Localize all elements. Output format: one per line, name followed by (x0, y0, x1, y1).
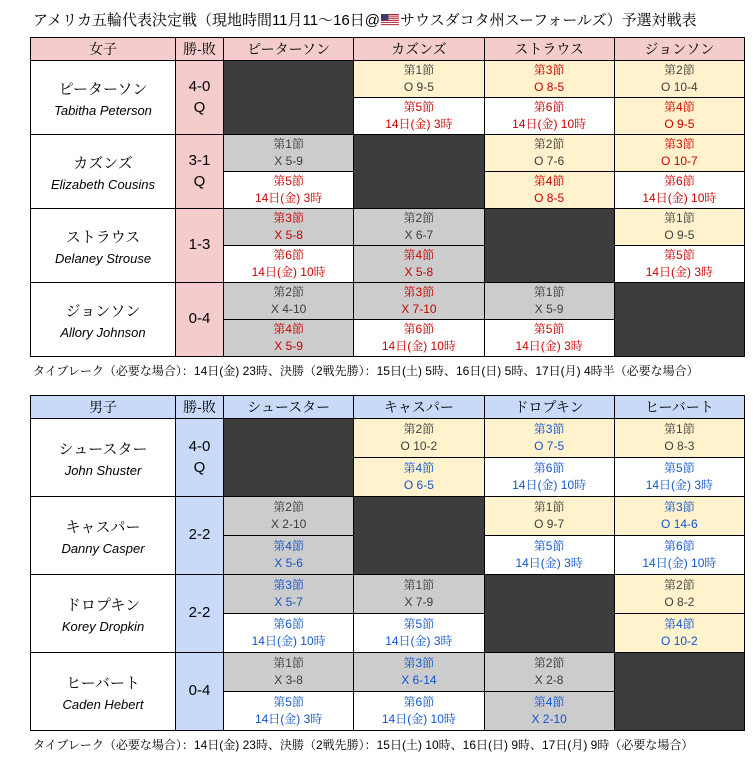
game-session: 第5節 (273, 174, 304, 189)
opponent-header: ピーターソン (224, 38, 354, 61)
game-cell (614, 172, 744, 209)
player-name-ja: カズンズ (73, 154, 133, 172)
game-session: 第3節 (273, 211, 304, 226)
game-result: 14日(金) 10時 (381, 712, 456, 726)
record-value: 2-2 (188, 526, 211, 544)
game-session: 第2節 (273, 500, 304, 515)
game-cell (354, 653, 484, 692)
game-result: O 9-5 (664, 228, 695, 242)
game-result: 14日(金) 3時 (254, 191, 323, 205)
record-value: 2-2 (188, 604, 211, 622)
game-result: X 7-10 (401, 302, 437, 316)
record-cell (176, 135, 224, 209)
game-session: 第6節 (664, 539, 695, 554)
game-result: 14日(金) 3時 (254, 712, 323, 726)
opponent-header: ドロプキン (484, 396, 614, 419)
game-session: 第2節 (273, 285, 304, 300)
game-cell (484, 692, 614, 731)
game-cell (224, 172, 354, 209)
game-result: X 5-9 (274, 339, 303, 353)
opponent-header: カズンズ (354, 38, 484, 61)
game-result: X 5-8 (274, 228, 303, 242)
player-cell (31, 209, 176, 283)
game-cell (484, 419, 614, 458)
game-cell (354, 458, 484, 497)
game-cell (354, 283, 484, 320)
game-session: 第2節 (533, 656, 565, 671)
game-cell (354, 575, 484, 614)
game-session: 第1節 (273, 137, 304, 152)
game-cell (354, 320, 484, 357)
record-value: 4-0 (188, 438, 211, 456)
game-cell (354, 61, 484, 98)
player-name-ja: キャスパー (65, 518, 141, 536)
record-cell (176, 283, 224, 357)
game-result: X 6-14 (401, 673, 437, 687)
game-cell (614, 98, 744, 135)
game-result: O 10-2 (661, 634, 698, 648)
game-cell (614, 209, 744, 246)
game-cell (224, 246, 354, 283)
game-cell (614, 61, 744, 98)
player-name-en: Tabitha Peterson (54, 102, 152, 118)
game-result: O 10-7 (661, 154, 698, 168)
game-session: 第1節 (533, 285, 565, 300)
game-cell (224, 497, 354, 536)
game-session: 第1節 (273, 656, 304, 671)
game-result: O 8-3 (664, 439, 695, 453)
game-result: X 2-10 (531, 712, 567, 726)
game-cell (224, 320, 354, 357)
game-result: X 5-6 (274, 556, 303, 570)
game-session: 第4節 (273, 322, 304, 337)
game-session: 第6節 (403, 322, 435, 337)
record-cell (176, 653, 224, 731)
game-session: 第3節 (403, 656, 435, 671)
game-result: O 7-6 (534, 154, 565, 168)
game-session: 第4節 (664, 100, 695, 115)
game-result: O 9-5 (664, 117, 695, 131)
table-row (31, 283, 745, 320)
diagonal-cell (224, 61, 354, 135)
record-cell (176, 209, 224, 283)
game-session: 第2節 (403, 211, 435, 226)
game-session: 第4節 (403, 248, 435, 263)
game-result: 14日(金) 3時 (645, 265, 714, 279)
player-cell (31, 283, 176, 357)
game-cell (484, 283, 614, 320)
game-session: 第4節 (533, 695, 565, 710)
game-cell (614, 536, 744, 575)
table-row (31, 653, 745, 692)
player-cell (31, 135, 176, 209)
game-cell (614, 497, 744, 536)
opponent-header: キャスパー (354, 396, 484, 419)
player-cell (31, 497, 176, 575)
men-header-row (31, 396, 745, 419)
game-result: 14日(金) 10時 (512, 117, 587, 131)
diagonal-cell (354, 497, 484, 575)
game-session: 第6節 (273, 617, 304, 632)
game-cell (224, 653, 354, 692)
game-result: O 8-2 (664, 595, 695, 609)
player-name-en: Korey Dropkin (61, 618, 145, 634)
game-cell (484, 497, 614, 536)
game-session: 第3節 (664, 137, 695, 152)
qualified-mark: Q (193, 172, 206, 190)
game-session: 第1節 (664, 211, 695, 226)
player-cell (31, 419, 176, 497)
record-value: 3-1 (188, 152, 211, 170)
table-row (31, 575, 745, 614)
game-result: 14日(金) 10時 (642, 191, 717, 205)
game-result: O 7-5 (534, 439, 565, 453)
player-cell (31, 575, 176, 653)
game-result: X 3-8 (274, 673, 303, 687)
game-cell (224, 692, 354, 731)
game-cell (484, 653, 614, 692)
game-result: X 2-10 (270, 517, 307, 531)
game-cell (224, 575, 354, 614)
game-result: O 6-5 (403, 478, 434, 492)
game-session: 第4節 (273, 539, 304, 554)
game-cell (614, 575, 744, 614)
diagonal-cell (224, 419, 354, 497)
record-value: 4-0 (188, 78, 211, 96)
game-result: X 6-7 (404, 228, 434, 242)
game-result: 14日(金) 3時 (385, 634, 453, 648)
record-cell (176, 575, 224, 653)
game-session: 第3節 (533, 63, 565, 78)
game-cell (484, 61, 614, 98)
women-header-row (31, 38, 745, 61)
game-cell (354, 246, 484, 283)
record-header: 勝-敗 (176, 38, 224, 61)
game-session: 第1節 (664, 422, 695, 437)
title-text-suffix: サウスダコタ州スーフォールズ）予選対戦表 (400, 12, 697, 29)
game-result: 14日(金) 3時 (645, 478, 714, 492)
player-name-ja: ヒーバート (66, 674, 140, 692)
game-cell (614, 614, 744, 653)
game-cell (614, 419, 744, 458)
qualified-mark: Q (193, 458, 206, 476)
player-cell (31, 61, 176, 135)
game-cell (484, 172, 614, 209)
game-result: 14日(金) 10時 (251, 634, 326, 648)
qualified-mark: Q (193, 98, 206, 116)
diagonal-cell (484, 209, 614, 283)
game-session: 第5節 (403, 100, 435, 115)
page-title (33, 9, 747, 30)
game-session: 第2節 (664, 578, 695, 593)
table-row (31, 61, 745, 98)
game-cell (224, 135, 354, 172)
record-value: 1-3 (188, 236, 211, 254)
game-session: 第5節 (664, 461, 695, 476)
table-row (31, 209, 745, 246)
game-result: X 5-9 (274, 154, 303, 168)
men-table (30, 395, 745, 731)
game-result: O 9-7 (534, 517, 565, 531)
player-cell (31, 653, 176, 731)
game-session: 第1節 (403, 578, 435, 593)
game-session: 第5節 (664, 248, 695, 263)
player-name-ja: ストラウス (65, 228, 141, 246)
player-name-ja: ジョンソン (65, 302, 141, 320)
game-session: 第4節 (533, 174, 565, 189)
game-cell (484, 458, 614, 497)
player-name-en: Elizabeth Cousins (50, 176, 156, 192)
game-session: 第2節 (403, 422, 435, 437)
game-session: 第2節 (533, 137, 565, 152)
tiebreak-note-men: タイブレーク（必要な場合）：14日(金) 23時、決勝（2戦先勝）：15日(土) 10時、16日(日) 9時、17日(月) 9時（必要な場合） (33, 738, 694, 752)
game-result: X 4-10 (270, 302, 307, 316)
player-name-en: Danny Casper (61, 540, 145, 556)
game-session: 第5節 (403, 617, 435, 632)
game-result: 14日(金) 3時 (515, 339, 583, 353)
game-result: 14日(金) 3時 (515, 556, 583, 570)
player-name-ja: シュースター (58, 440, 148, 458)
game-cell (484, 536, 614, 575)
opponent-header: シュースター (224, 396, 354, 419)
tiebreak-note-women: タイブレーク（必要な場合）：14日(金) 23時、決勝（2戦先勝）：15日(土) 5時、16日(日) 5時、17日(月) 4時半（必要な場合） (33, 364, 699, 378)
game-session: 第5節 (533, 322, 565, 337)
opponent-header: ストラウス (484, 38, 614, 61)
player-name-en: Delaney Strouse (54, 250, 152, 266)
diagonal-cell (614, 653, 744, 731)
game-cell (354, 692, 484, 731)
game-cell (224, 536, 354, 575)
game-result: 14日(金) 10時 (251, 265, 326, 279)
game-result: O 8-5 (534, 80, 565, 94)
game-result: O 8-5 (534, 191, 565, 205)
player-name-en: Allory Johnson (60, 324, 146, 340)
us-flag-icon (380, 12, 400, 29)
game-cell (614, 458, 744, 497)
player-name-en: John Shuster (64, 462, 142, 478)
game-cell (224, 283, 354, 320)
women-table (30, 37, 745, 357)
table-row (31, 497, 745, 536)
record-cell (176, 497, 224, 575)
game-session: 第6節 (664, 174, 695, 189)
game-result: X 2-8 (534, 673, 564, 687)
game-cell (224, 209, 354, 246)
record-cell (176, 419, 224, 497)
game-session: 第1節 (403, 63, 435, 78)
opponent-header: ジョンソン (614, 38, 744, 61)
game-session: 第2節 (664, 63, 695, 78)
game-cell (354, 209, 484, 246)
game-result: O 14-6 (661, 517, 698, 531)
opponent-header: ヒーバート (614, 396, 744, 419)
game-session: 第6節 (403, 695, 435, 710)
game-result: 14日(金) 10時 (642, 556, 717, 570)
group-header-men: 男子 (31, 396, 176, 419)
game-session: 第5節 (533, 539, 565, 554)
diagonal-cell (484, 575, 614, 653)
game-result: 14日(金) 10時 (512, 478, 587, 492)
game-result: X 5-7 (274, 595, 303, 609)
game-cell (354, 614, 484, 653)
game-cell (354, 98, 484, 135)
game-session: 第6節 (533, 461, 565, 476)
table-row (31, 135, 745, 172)
game-result: O 10-4 (661, 80, 698, 94)
game-cell (354, 419, 484, 458)
game-cell (484, 135, 614, 172)
game-result: X 7-9 (404, 595, 434, 609)
game-session: 第6節 (273, 248, 304, 263)
record-value: 0-4 (188, 310, 211, 328)
game-cell (614, 246, 744, 283)
game-session: 第4節 (664, 617, 695, 632)
group-header-women: 女子 (31, 38, 176, 61)
game-session: 第5節 (273, 695, 304, 710)
game-cell (484, 320, 614, 357)
title-text-prefix: アメリカ五輪代表決定戦（現地時間11月11〜16日@ (33, 12, 381, 29)
player-name-ja: ピーターソン (58, 80, 148, 98)
game-result: O 10-2 (400, 439, 438, 453)
record-value: 0-4 (188, 682, 211, 700)
record-header: 勝-敗 (176, 396, 224, 419)
game-result: X 5-9 (534, 302, 564, 316)
game-result: 14日(金) 3時 (385, 117, 453, 131)
game-result: O 9-5 (403, 80, 434, 94)
game-session: 第3節 (533, 422, 565, 437)
record-cell (176, 61, 224, 135)
game-session: 第3節 (273, 578, 304, 593)
game-session: 第3節 (403, 285, 435, 300)
game-session: 第3節 (664, 500, 695, 515)
diagonal-cell (354, 135, 484, 209)
game-cell (224, 614, 354, 653)
game-result: 14日(金) 10時 (381, 339, 456, 353)
game-cell (484, 98, 614, 135)
game-session: 第1節 (533, 500, 565, 515)
game-session: 第4節 (403, 461, 435, 476)
player-name-ja: ドロプキン (65, 596, 141, 614)
game-session: 第6節 (533, 100, 565, 115)
table-row (31, 419, 745, 458)
diagonal-cell (614, 283, 744, 357)
player-name-en: Caden Hebert (62, 696, 144, 712)
game-result: X 5-8 (404, 265, 434, 279)
game-cell (614, 135, 744, 172)
